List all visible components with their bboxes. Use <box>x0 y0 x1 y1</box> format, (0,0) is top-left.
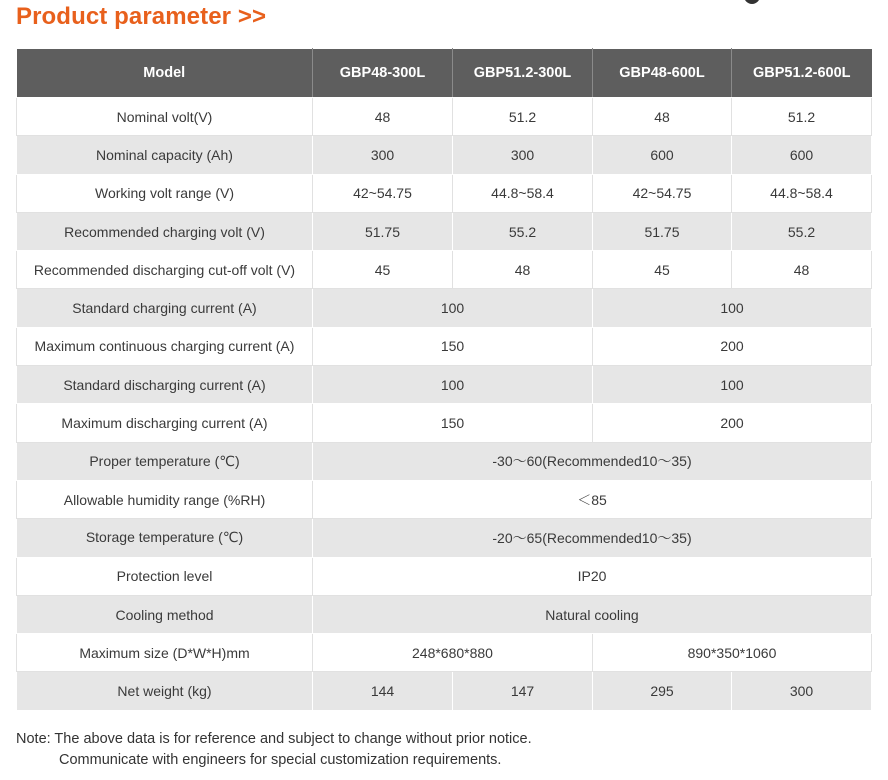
table-cell: 300 <box>732 672 872 710</box>
table-row <box>17 595 872 633</box>
row-label: Standard discharging current (A) <box>17 366 313 404</box>
table-cell: 200 <box>593 327 872 365</box>
table-cell: 55.2 <box>453 212 593 250</box>
dark-semicircle-icon <box>744 0 760 4</box>
table-row <box>17 289 872 327</box>
note-line-2: Communicate with engineers for special customization requirements. <box>59 752 502 768</box>
table-row <box>17 404 872 442</box>
table-cell: 42~54.75 <box>313 174 453 212</box>
table-cell: 45 <box>313 251 453 289</box>
row-label: Storage temperature (℃) <box>17 519 313 557</box>
row-label: Standard charging current (A) <box>17 289 313 327</box>
table-row <box>17 212 872 250</box>
header-gbp48-600l: GBP48-600L <box>593 49 732 98</box>
product-parameter-table <box>16 48 872 711</box>
header-gbp51-2-300l: GBP51.2-300L <box>453 49 593 98</box>
table-cell: 890*350*1060 <box>593 634 872 672</box>
table-row <box>17 442 872 480</box>
table-row <box>17 174 872 212</box>
table-cell: 300 <box>313 136 453 174</box>
table-cell: 147 <box>453 672 593 710</box>
table-cell: 44.8~58.4 <box>732 174 872 212</box>
row-label: Protection level <box>17 557 313 595</box>
header-gbp48-300l: GBP48-300L <box>313 49 453 98</box>
row-label: Proper temperature (℃) <box>17 442 313 480</box>
row-label: Maximum continuous charging current (A) <box>17 327 313 365</box>
table-cell: Natural cooling <box>313 595 872 633</box>
table-cell: 150 <box>313 327 593 365</box>
row-label: Nominal volt(V) <box>17 98 313 136</box>
table-cell: 48 <box>313 98 453 136</box>
table-cell: 51.2 <box>732 98 872 136</box>
table-cell: 48 <box>593 98 732 136</box>
table-cell: 48 <box>732 251 872 289</box>
table-row <box>17 98 872 136</box>
table-cell: 150 <box>313 404 593 442</box>
table-cell: 100 <box>313 289 593 327</box>
row-label: Allowable humidity range (%RH) <box>17 480 313 518</box>
table-cell: 300 <box>453 136 593 174</box>
table-row <box>17 366 872 404</box>
table-cell: -30～60(Recommended10～35) <box>313 442 872 480</box>
table-row <box>17 672 872 710</box>
row-label: Working volt range (V) <box>17 174 313 212</box>
table-cell: 44.8~58.4 <box>453 174 593 212</box>
table-cell: 200 <box>593 404 872 442</box>
table-header-row <box>17 49 872 98</box>
table-row <box>17 136 872 174</box>
table-row <box>17 634 872 672</box>
row-label: Cooling method <box>17 595 313 633</box>
table-cell: 600 <box>593 136 732 174</box>
table-row <box>17 557 872 595</box>
table-cell: 48 <box>453 251 593 289</box>
table-cell: 51.75 <box>593 212 732 250</box>
table-cell: 100 <box>593 289 872 327</box>
table-row <box>17 519 872 557</box>
row-label: Nominal capacity (Ah) <box>17 136 313 174</box>
row-label: Maximum discharging current (A) <box>17 404 313 442</box>
table-cell: 100 <box>593 366 872 404</box>
row-label: Recommended charging volt (V) <box>17 212 313 250</box>
table-cell: 144 <box>313 672 453 710</box>
table-cell: 51.2 <box>453 98 593 136</box>
table-cell: 45 <box>593 251 732 289</box>
table-cell: 100 <box>313 366 593 404</box>
table-row <box>17 480 872 518</box>
table-cell: 51.75 <box>313 212 453 250</box>
table-cell: 55.2 <box>732 212 872 250</box>
table-cell: IP20 <box>313 557 872 595</box>
table-cell: 600 <box>732 136 872 174</box>
table-row <box>17 327 872 365</box>
row-label: Maximum size (D*W*H)mm <box>17 634 313 672</box>
row-label: Net weight (kg) <box>17 672 313 710</box>
row-label: Recommended discharging cut-off volt (V) <box>17 251 313 289</box>
page-title: Product parameter >> <box>16 3 267 30</box>
table-cell: 248*680*880 <box>313 634 593 672</box>
table-cell: -20～65(Recommended10～35) <box>313 519 872 557</box>
header-gbp51-2-600l: GBP51.2-600L <box>732 49 872 98</box>
table-cell: ＜85 <box>313 480 872 518</box>
table-row <box>17 251 872 289</box>
footnote <box>16 729 532 771</box>
header-model: Model <box>17 49 313 98</box>
table-cell: 42~54.75 <box>593 174 732 212</box>
note-line-1: Note: The above data is for reference and subject to change without prior notice. <box>16 731 532 747</box>
table-cell: 295 <box>593 672 732 710</box>
